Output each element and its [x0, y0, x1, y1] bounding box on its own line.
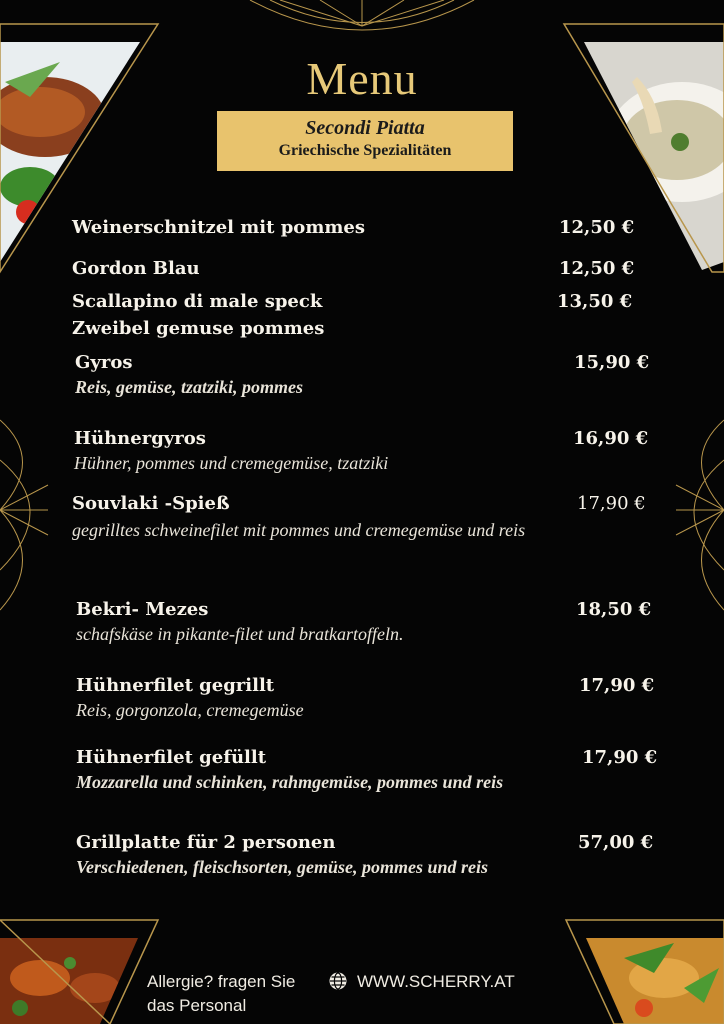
menu-item [75, 352, 650, 398]
item-name: Weinerschnitzel mit pommes [72, 217, 365, 238]
item-price: 17,90 € [582, 747, 658, 768]
item-price: 17,90 € [577, 493, 646, 514]
menu-item [72, 493, 650, 544]
item-name: Hühnerfilet gegrillt [76, 675, 275, 696]
item-name: Gordon Blau [72, 258, 200, 279]
item-description: Reis, gemüse, tzatziki, pommes [75, 377, 304, 397]
item-name-line2: Zweibel gemuse pommes [72, 318, 325, 339]
item-description: Hühner, pommes und cremegemüse, tzatziki [74, 453, 389, 473]
item-price: 17,90 € [579, 675, 655, 696]
menu-item [72, 217, 635, 238]
section-title: Secondi Piatta [305, 117, 425, 139]
item-price: 57,00 € [578, 832, 654, 853]
right-circle-ornament [674, 400, 724, 620]
item-name: Scallapino di male speck [72, 291, 323, 312]
allergy-note-line1: Allergie? fragen Sie [147, 972, 296, 991]
menu-item [76, 599, 652, 645]
allergy-note [147, 970, 295, 1018]
menu-item [76, 747, 656, 793]
item-price: 18,50 € [576, 599, 652, 620]
item-price: 16,90 € [573, 428, 649, 449]
bottom-right-food-image [564, 918, 724, 1024]
item-price: 12,50 € [559, 217, 635, 238]
item-description: Verschiedenen, fleischsorten, gemüse, pommes und reis [76, 857, 489, 877]
section-subtitle: Griechische Spezialitäten [278, 142, 452, 159]
menu-item [72, 291, 632, 339]
menu-item [76, 675, 655, 721]
item-description: schafskäse in pikante-filet und bratkartoffeln. [76, 624, 404, 644]
menu-item [76, 832, 656, 878]
item-name: Grillplatte für 2 personen [76, 832, 336, 853]
item-price: 13,50 € [557, 291, 633, 312]
item-name: Bekri- Mezes [76, 599, 209, 620]
item-description: Mozzarella und schinken, rahmgemüse, pommes und reis [76, 772, 504, 792]
item-price: 15,90 € [574, 352, 650, 373]
menu-item [74, 428, 650, 474]
top-arc-ornament [240, 0, 484, 34]
bottom-left-food-image [0, 918, 160, 1024]
globe-icon [328, 971, 348, 991]
menu-title: Menu [306, 53, 418, 104]
website-link[interactable]: WWW.SCHERRY.AT [357, 972, 515, 991]
section-badge [217, 111, 513, 171]
item-price: 12,50 € [559, 258, 635, 279]
allergy-note-line2: das Personal [147, 996, 247, 1015]
item-name: Hühnerfilet gefüllt [76, 747, 267, 768]
menu-item [72, 258, 635, 279]
item-name: Gyros [75, 352, 133, 373]
left-circle-ornament [0, 400, 50, 620]
item-name: Souvlaki -Spieß [72, 493, 230, 514]
item-description: gegrilltes schweinefilet mit pommes und cremegemüse und reis [72, 520, 526, 540]
item-description: Reis, gorgonzola, cremegemüse [76, 700, 304, 720]
item-name: Hühnergyros [74, 428, 206, 449]
